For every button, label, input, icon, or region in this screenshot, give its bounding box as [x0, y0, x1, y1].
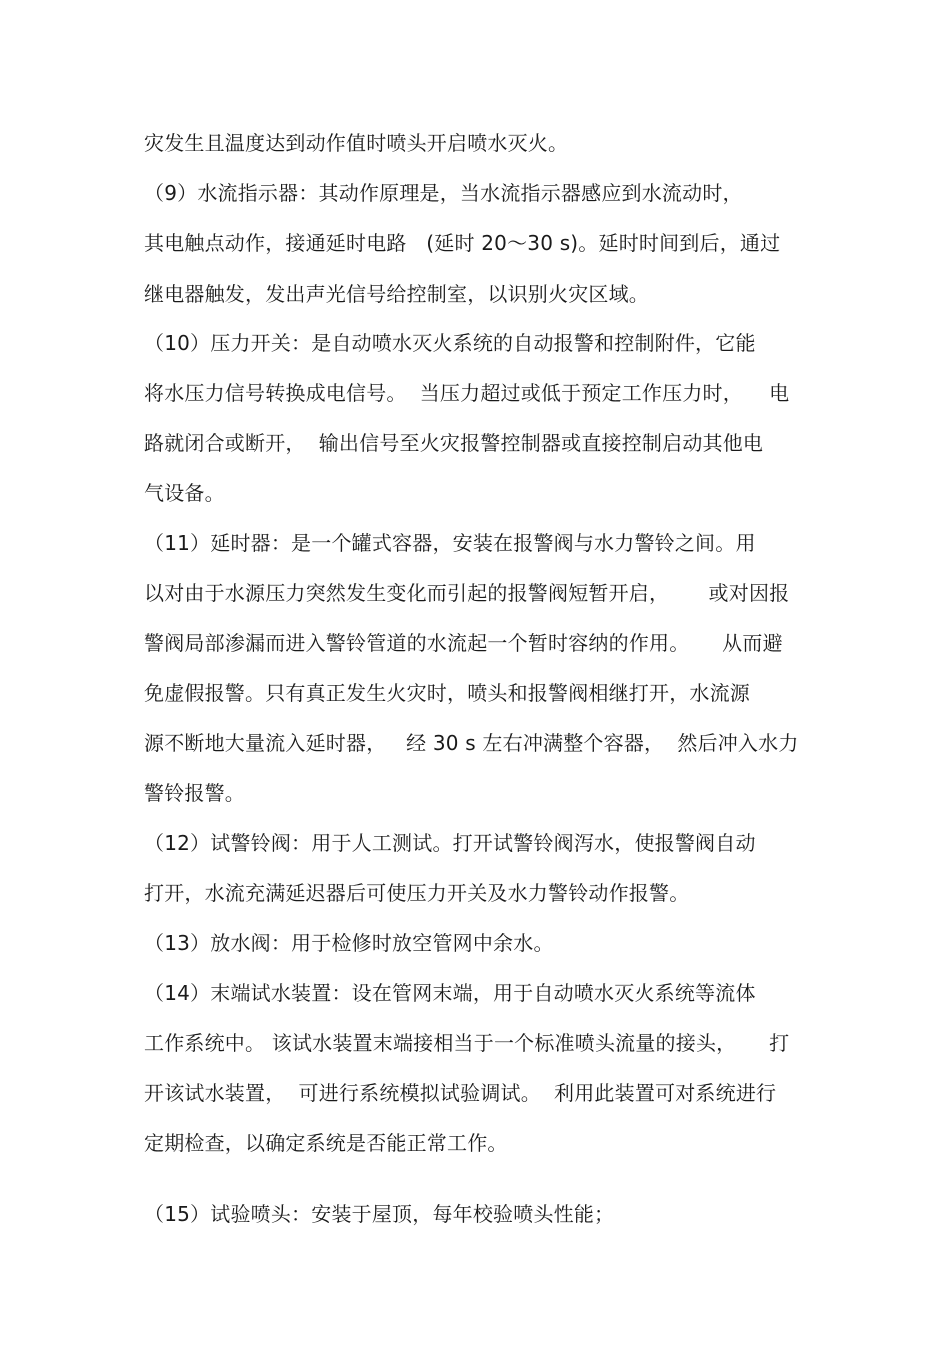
text-line: 免虚假报警。只有真正发生火灾时，喷头和报警阀相继打开，水流源	[144, 681, 750, 705]
text-line: 其电触点动作，接通延时电路 (延时 20～30 s)。延时时间到后，通过	[144, 231, 781, 255]
text-line: 警铃报警。	[144, 781, 245, 805]
text-line: 灾发生且温度达到动作值时喷头开启喷水灭火。	[144, 131, 569, 155]
text-line: （9）水流指示器：其动作原理是，当水流指示器感应到水流动时，	[144, 181, 743, 205]
text-line: （10）压力开关：是自动喷水灭火系统的自动报警和控制附件，它能	[144, 331, 756, 355]
text-line: 定期检查，以确定系统是否能正常工作。	[144, 1131, 508, 1155]
text-line: 源不断地大量流入延时器， 经 30 s 左右冲满整个容器， 然后冲入水力	[144, 731, 799, 755]
text-line: 路就闭合或断开， 输出信号至火灾报警控制器或直接控制启动其他电	[144, 431, 764, 455]
text-line: 开该试水装置， 可进行系统模拟试验调试。 利用此装置可对系统进行	[144, 1081, 777, 1105]
text-line: 继电器触发，发出声光信号给控制室，以识别火灾区域。	[144, 282, 649, 306]
text-line: 气设备。	[144, 481, 225, 505]
text-line: （15）试验喷头：安装于屋顶，每年校验喷头性能；	[144, 1202, 615, 1226]
text-line: 将水压力信号转换成电信号。 当压力超过或低于预定工作压力时， 电	[144, 381, 790, 405]
text-line: （13）放水阀：用于检修时放空管网中余水。	[144, 931, 554, 955]
text-line: （11）延时器：是一个罐式容器，安装在报警阀与水力警铃之间。用	[144, 531, 756, 555]
text-line: 打开，水流充满延迟器后可使压力开关及水力警铃动作报警。	[144, 881, 690, 905]
text-line: 工作系统中。 该试水装置末端接相当于一个标准喷头流量的接头， 打	[144, 1031, 790, 1055]
text-line: （14）末端试水装置：设在管网末端，用于自动喷水灭火系统等流体	[144, 981, 756, 1005]
text-line: 以对由于水源压力突然发生变化而引起的报警阀短暂开启， 或对因报	[144, 581, 790, 605]
text-line: （12）试警铃阀：用于人工测试。打开试警铃阀泻水，使报警阀自动	[144, 831, 756, 855]
text-line: 警阀局部渗漏而进入警铃管道的水流起一个暂时容纳的作用。 从而避	[144, 631, 783, 655]
